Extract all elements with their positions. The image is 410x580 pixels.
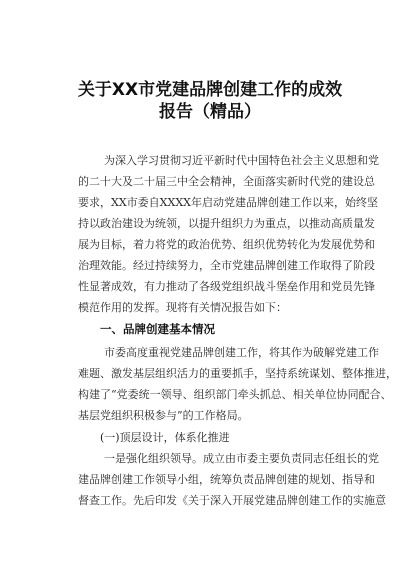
intro-line: 持以政治建设为统领，以提升组织力为重点，以推动高质量发 (78, 217, 375, 230)
document-title-line-1: 关于XX市党建品牌创建工作的成效 (77, 80, 343, 100)
subsection-line: 建品牌创建工作领导小组，统筹负责品牌创建的规划、指导和 (78, 473, 375, 486)
intro-line: 要求，XX市委自XXXX年启动党建品牌创建工作以来，始终坚 (78, 196, 378, 209)
section-heading: 一、品牌创建基本情况 (100, 322, 215, 336)
subsection-heading: (一)顶层设计，体系化推进 (100, 431, 230, 444)
intro-line: 的二十大及二十届三中全会精神，全面落实新时代党的建设总 (78, 175, 375, 188)
intro-line: 展为目标，着力将党的政治优势、组织优势转化为发展优势和 (78, 238, 375, 251)
section-line: 市委高度重视党建品牌创建工作，将其作为破解党建工作 (104, 346, 379, 359)
intro-line: 模范作用的发挥。现将有关情况报告如下： (78, 301, 287, 314)
section-line: 构建了“党委统一领导、组织部门牵头抓总、相关单位协同配合、 (78, 388, 392, 401)
intro-line: 性显著成效，有力推动了各级党组织战斗堡垒作用和党员先锋 (78, 280, 375, 293)
intro-line: 为深入学习贯彻习近平新时代中国特色社会主义思想和党 (104, 154, 379, 167)
intro-line: 治理效能。经过持续努力，全市党建品牌创建工作取得了阶段 (78, 259, 375, 272)
subsection-line: 督查工作。先后印发《关于深入开展党建品牌创建工作的实施意 (78, 494, 386, 507)
subsection-line: 一是强化组织领导。成立由市委主要负责同志任组长的党 (104, 452, 379, 465)
section-line: 基层党组织积极参与”的工作格局。 (78, 409, 249, 422)
document-title-line-2: 报告（精品） (159, 102, 261, 122)
section-line: 难题、激发基层组织活力的重要抓手，坚持系统谋划、整体推进， (78, 367, 397, 380)
